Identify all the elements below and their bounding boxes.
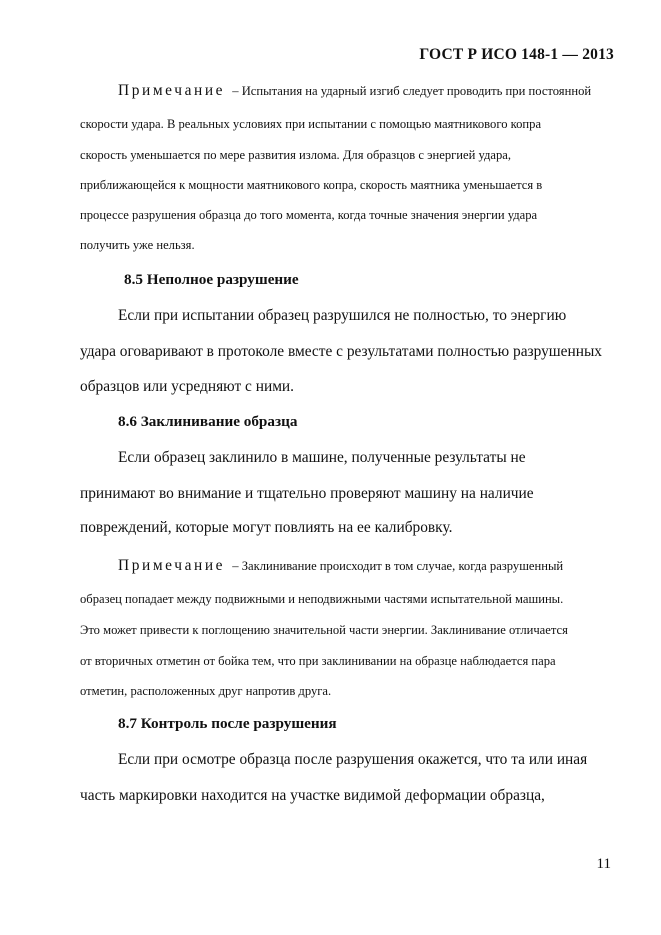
note1-label: Примечание [118,82,226,99]
note1-line-4: приближающейся к мощности маятникового копра, скорость маятника уменьшается в [80,178,543,192]
note1-line-6: получить уже нельзя. [80,238,195,252]
section-8-7-line-1: Если при осмотре образца после разрушения окажется, что та или иная [118,751,588,768]
note2-line-1 [118,557,563,575]
note2-line-3: Это может привести к поглощению значительной части энергии. Заклинивание отличается [80,623,568,637]
note1-text-1: – Испытания на ударный изгиб следует проводить при постоянной [229,84,592,98]
note2-line-2: образец попадает между подвижными и неподвижными частями испытательной машины. [80,592,564,606]
section-8-6-heading: 8.6 Заклинивание образца [118,413,298,430]
section-8-6-line-2: принимают во внимание и тщательно проверяют машину на наличие [80,485,534,502]
note2-label: Примечание [118,557,226,574]
note1-line-5: процессе разрушения образца до того момента, когда точные значения энергии удара [80,208,538,222]
note2-line-4: от вторичных отметин от бойка тем, что при заклинивании на образце наблюдается пара [80,654,556,668]
note1-line-3: скорость уменьшается по мере развития излома. Для образцов с энергией удара, [80,148,512,162]
note2-text-1: – Заклинивание происходит в том случае, когда разрушенный [229,559,564,573]
note2-line-5: отметин, расположенных друг напротив друга. [80,684,332,698]
page-number: 11 [596,856,611,872]
section-8-5-line-2: удара оговаривают в протоколе вместе с результатами полностью разрушенных [80,343,602,360]
document-header: ГОСТ Р ИСО 148-1 — 2013 [419,46,614,63]
section-8-5-heading: 8.5 Неполное разрушение [124,271,299,288]
section-8-5-line-3: образцов или усредняют с ними. [80,378,295,395]
section-8-7-heading: 8.7 Контроль после разрушения [118,715,337,732]
section-8-6-line-3: повреждений, которые могут повлиять на ее калибровку. [80,519,453,536]
note1-line-2: скорости удара. В реальных условиях при испытании с помощью маятникового копра [80,117,542,131]
section-8-5-line-1: Если при испытании образец разрушился не полностью, то энергию [118,307,567,324]
section-8-6-line-1: Если образец заклинило в машине, полученные результаты не [118,449,526,466]
note1-line-1 [118,82,591,100]
section-8-7-line-2: часть маркировки находится на участке видимой деформации образца, [80,787,545,804]
